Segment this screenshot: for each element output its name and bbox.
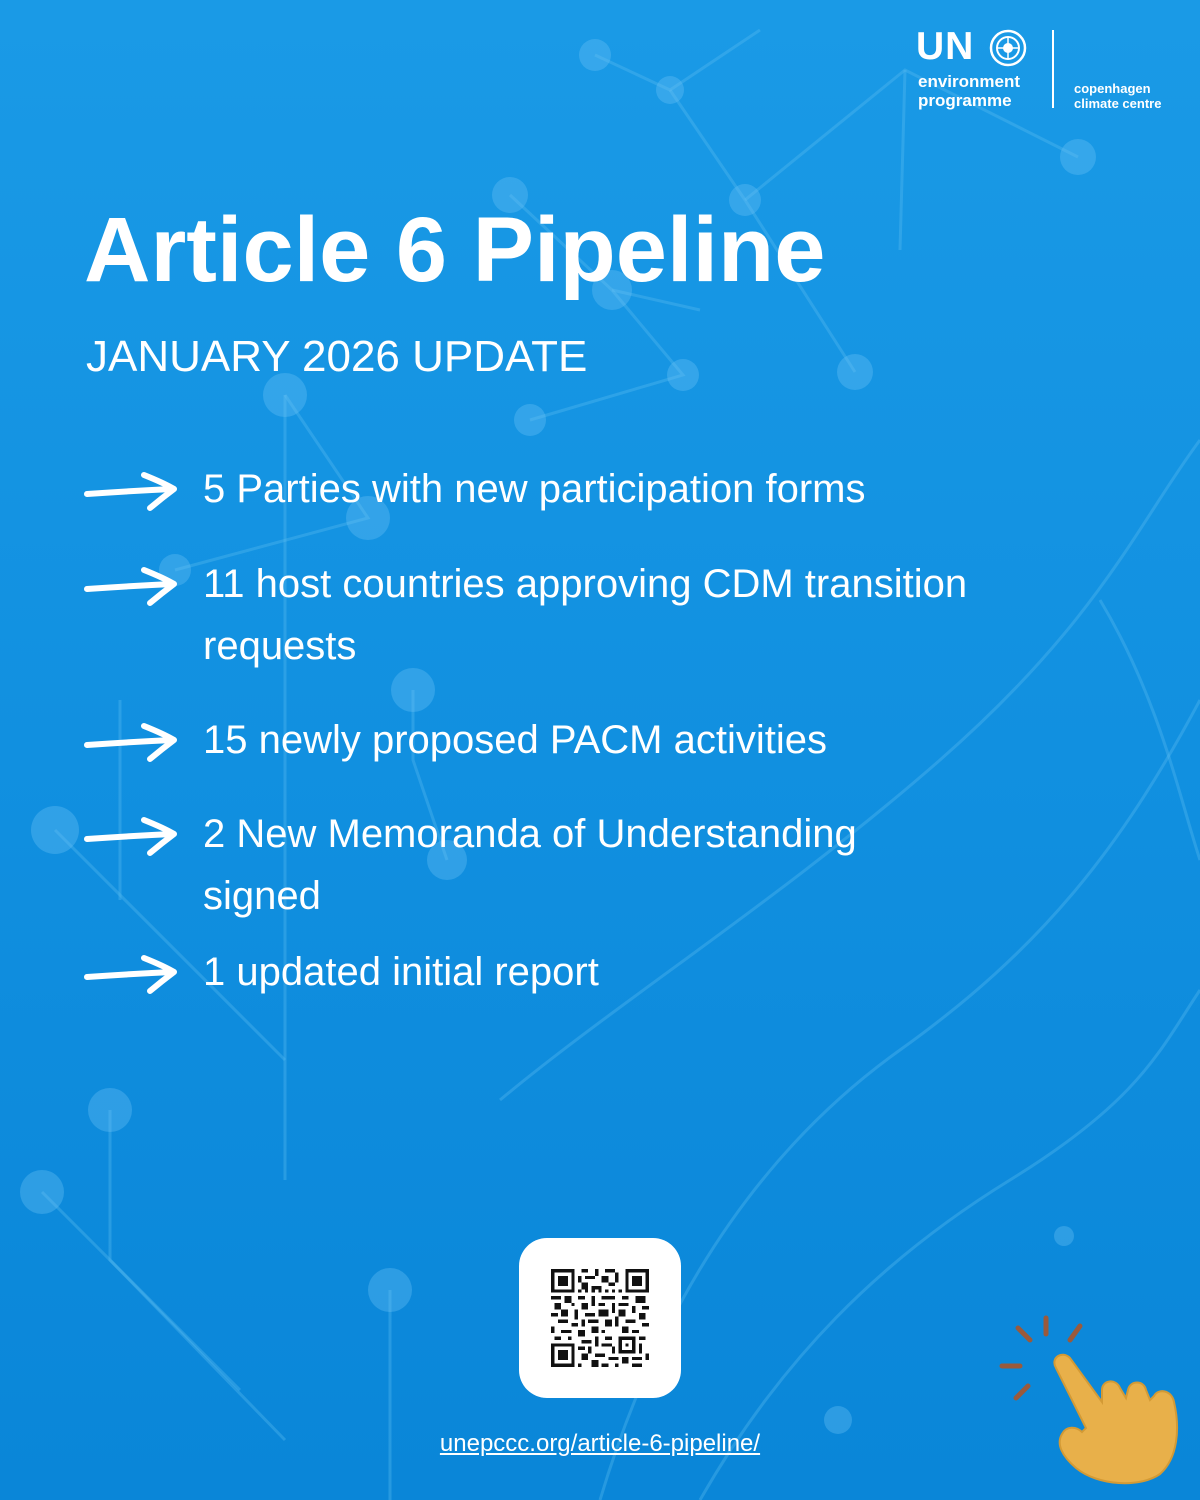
- arrow-right-icon: [84, 953, 184, 995]
- page-subtitle: JANUARY 2026 UPDATE: [86, 332, 588, 381]
- list-item-line2: signed: [203, 874, 321, 918]
- qr-code-icon: [551, 1269, 649, 1367]
- list-item-text: [203, 941, 1123, 1003]
- list-item-text: [203, 709, 1123, 771]
- list-item-line1: 5 Parties with new participation forms: [203, 467, 866, 511]
- arrow-right-icon: [84, 470, 184, 512]
- logo-un-text: UN: [916, 25, 975, 68]
- list-item-line1: 15 newly proposed PACM activities: [203, 718, 827, 762]
- list-item-text: [203, 803, 1123, 927]
- un-emblem-icon: [988, 28, 1028, 68]
- qr-code-card[interactable]: [519, 1238, 681, 1398]
- arrow-right-icon: [84, 565, 184, 607]
- arrow-right-icon: [84, 721, 184, 763]
- list-item-line1: 2 New Memoranda of Understanding: [203, 812, 857, 856]
- list-item-line2: requests: [203, 624, 357, 668]
- pipeline-link[interactable]: unepccc.org/article-6-pipeline/: [439, 1430, 761, 1457]
- list-item-line1: 11 host countries approving CDM transition: [203, 562, 968, 606]
- logo-centre-line2: climate centre: [1074, 96, 1162, 111]
- arrow-right-icon: [84, 815, 184, 857]
- list-item-text: [203, 458, 1123, 520]
- pointing-hand-icon: [990, 1310, 1190, 1490]
- logo-divider: [1052, 30, 1054, 108]
- logo-program-line1: environment: [918, 72, 1021, 91]
- logo-centre-line1: copenhagen: [1074, 81, 1151, 96]
- page-title: Article 6 Pipeline: [84, 199, 826, 301]
- list-item-text: [203, 553, 1123, 677]
- logo-programme-text: [918, 72, 1020, 110]
- list-item-line1: 1 updated initial report: [203, 950, 599, 994]
- logo-program-line2: programme: [918, 91, 1012, 110]
- logo-centre-text: [1074, 81, 1161, 111]
- unep-ccc-logo: [916, 26, 1186, 116]
